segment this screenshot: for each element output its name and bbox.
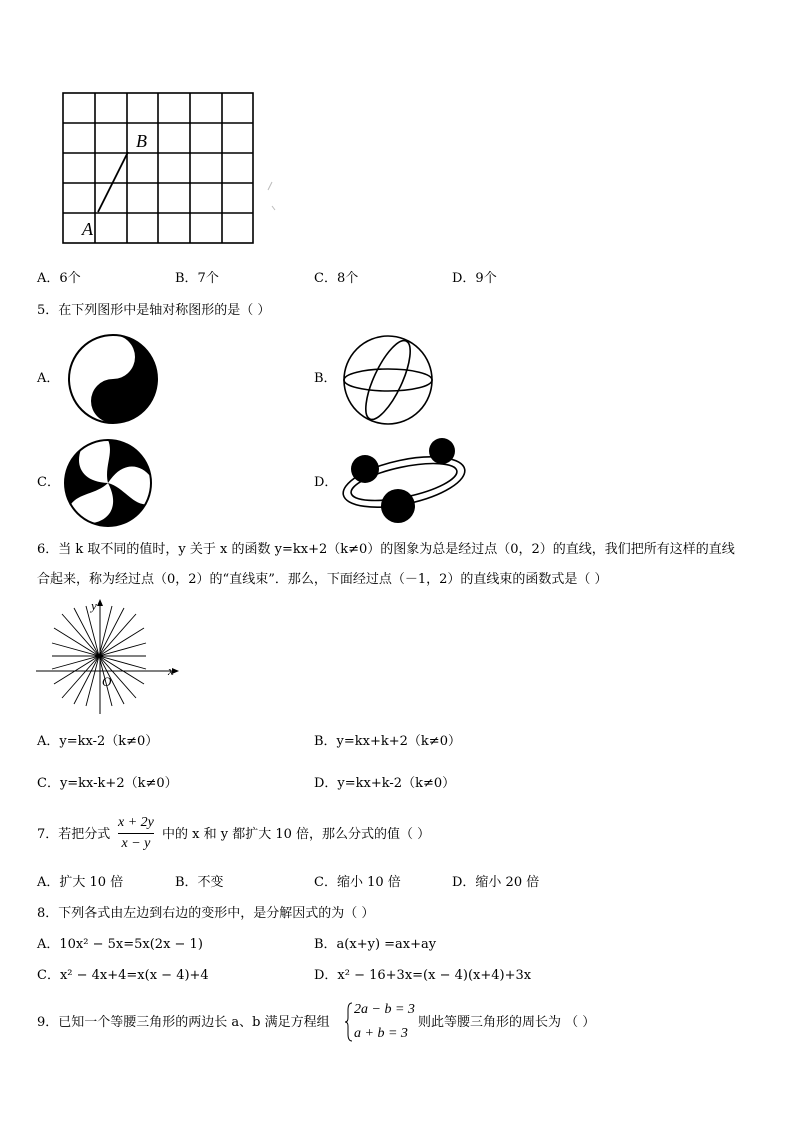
q7-denominator: x − y <box>121 836 151 851</box>
q9-equation-2: a + b = 3 <box>354 1026 408 1041</box>
origin-label: O <box>102 674 112 689</box>
q9-suffix: 则此等腰三角形的周长为 （ ） <box>418 1015 596 1030</box>
q7-suffix: 中的 x 和 y 都扩大 10 倍，那么分式的值（ ） <box>162 827 431 842</box>
q6-option-a[interactable]: A．y=kx-2（k≠0） <box>37 734 159 749</box>
q4-option-c[interactable]: C．8个 <box>314 271 359 286</box>
q7-prefix: 7．若把分式 <box>37 827 111 842</box>
q8-stem: 8．下列各式由左边到右边的变形中，是分解因式的为（ ） <box>37 906 375 921</box>
q7-fraction <box>118 815 154 852</box>
q6-stem-line2: 合起来，称为经过点（0，2）的“直线束”．那么，下面经过点（－1，2）的直线束的函数式是（ ） <box>37 572 608 587</box>
q6-option-c[interactable]: C．y=kx-k+2（k≠0） <box>37 776 178 791</box>
q4-option-b[interactable]: B．7个 <box>175 271 219 286</box>
q9-equation-1: 2a − b = 3 <box>354 1002 415 1017</box>
q9-prefix: 9．已知一个等腰三角形的两边长 a、b 满足方程组 <box>37 1015 330 1030</box>
axis-x-label: x <box>168 663 174 678</box>
q7-option-b[interactable]: B．不变 <box>175 875 224 890</box>
q7-numerator: x + 2y <box>118 815 154 830</box>
point-a-label: A <box>82 219 93 239</box>
sphere-rings-figure <box>341 333 435 427</box>
three-swirl-figure <box>62 437 154 529</box>
q8-option-c[interactable]: C．x² − 4x+4=x(x − 4)+4 <box>37 968 209 983</box>
q6-option-b[interactable]: B．y=kx+k+2（k≠0） <box>314 734 461 749</box>
axis-y-label: y <box>91 598 97 613</box>
q4-option-d[interactable]: D．9个 <box>452 271 497 286</box>
q7-option-c[interactable]: C．缩小 10 倍 <box>314 875 401 890</box>
q7-option-d[interactable]: D．缩小 20 倍 <box>452 875 540 890</box>
point-b-label: B <box>136 131 147 151</box>
q5-label-c[interactable]: C． <box>37 475 60 490</box>
q5-label-d[interactable]: D． <box>314 475 338 490</box>
q6-option-d[interactable]: D．y=kx+k-2（k≠0） <box>314 776 456 791</box>
q8-option-b[interactable]: B．a(x+y) =ax+ay <box>314 937 437 952</box>
q4-option-a[interactable]: A．6个 <box>37 271 81 286</box>
q8-option-a[interactable]: A．10x² − 5x=5x(2x − 1) <box>37 937 203 952</box>
segment-ab <box>98 152 128 212</box>
line-bundle-figure <box>34 598 184 716</box>
q6-stem-line1: 6．当 k 取不同的值时，y 关于 x 的函数 y=kx+2（k≠0）的图象为总是经过点（0，2）的直线，我们把所有这样的直线 <box>37 542 735 557</box>
grid-figure <box>60 90 280 248</box>
q5-label-a[interactable]: A． <box>37 371 60 386</box>
q5-label-b[interactable]: B． <box>314 371 337 386</box>
system-brace <box>345 1002 353 1042</box>
q8-option-d[interactable]: D．x² − 16+3x=(x − 4)(x+4)+3x <box>314 968 532 983</box>
orbit-balls-figure <box>340 436 470 528</box>
q5-stem: 5．在下列图形中是轴对称图形的是（ ） <box>37 303 271 318</box>
yin-yang-figure <box>66 332 160 426</box>
q7-option-a[interactable]: A．扩大 10 倍 <box>37 875 124 890</box>
